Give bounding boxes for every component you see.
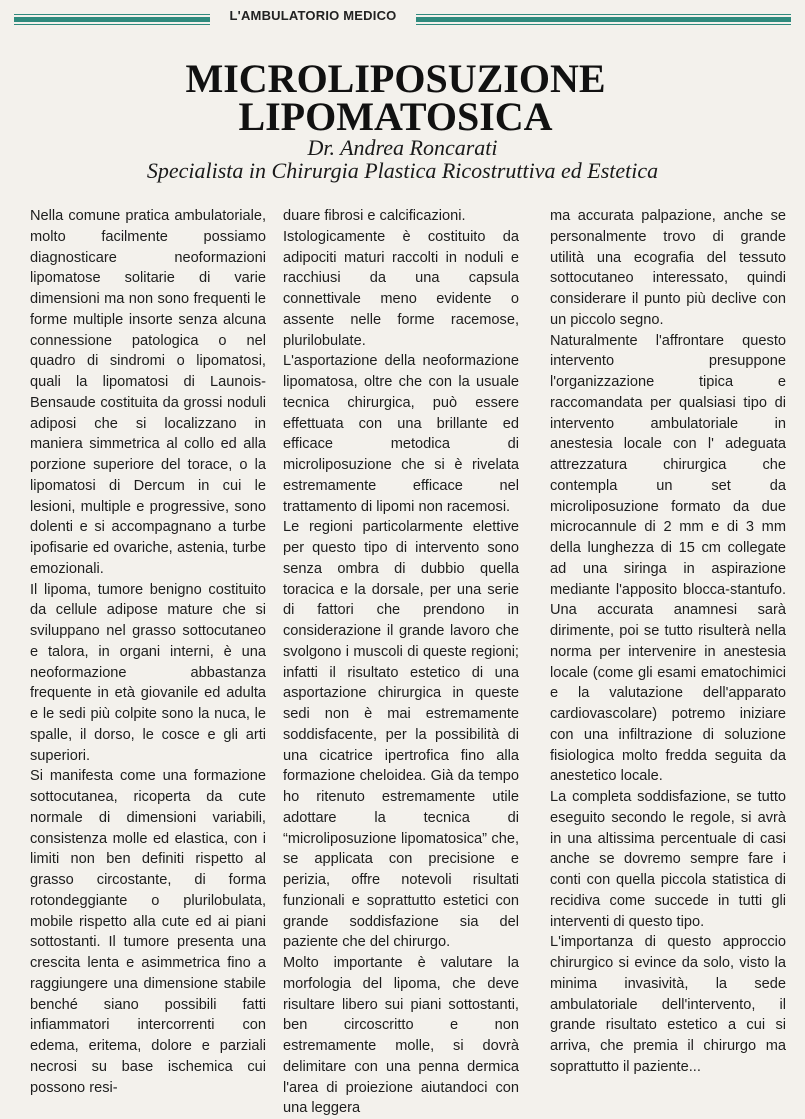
paragraph: duare fibrosi e calcificazioni.: [283, 208, 466, 224]
title-line-2: LIPOMATOSICA: [238, 94, 553, 139]
paragraph: L'asportazione della neoformazione lipomatosa, oltre che con la usuale tecnica chirurgica, può essere effettuata con una brillante ed efficace metodica di microliposuzione che si è rivelata estremamente efficace nel trattamento di lipomi non racemosi.: [283, 353, 519, 515]
text-column-1: [30, 206, 266, 1096]
paragraph: Si manifesta come una formazione sottocutanea, ricoperta da cute normale di dimensioni variabili, consistenza molle ed elastica, con i limiti non ben definiti rispetto al grasso circostante, di forma rotondeggiante o plurilobulata, mobile rispetto alla cute ed ai piani sottostanti. Il tumore presenta una crescita lenta e asimmetrica fino a raggiungere una dimensione stabile benché siano possibili fatti infiammatori intercorrenti con edema, eritema, dolore e parziali necrosi su base ischemica cui possono resi-: [30, 768, 266, 1096]
article-author: Dr. Andrea Roncarati: [307, 135, 498, 160]
header-rule-right: [416, 17, 791, 22]
paragraph: La completa soddisfazione, se tutto eseguito secondo le regole, si avrà in una altissima percentuale di casi anche se dovremo sempre fare i conti con quella piccola statistica di recidiva come succede in tutti gli interventi di questo tipo.: [550, 789, 786, 930]
paragraph: Istologicamente è costituito da adipociti maturi raccolti in noduli e racchiusi da una capsula connettivale meno evidente o assente nelle forme racemose, plurilobulate.: [283, 228, 519, 349]
paragraph: Naturalmente l'affrontare questo intervento presuppone l'organizzazione tipica e raccomandata per qualsiasi tipo di intervento ambulatoriale in anestesia locale con l' adeguata attrezzatura chirurgica che contempla un set da microliposuzione formato da due microcannule di 2 mm e di 3 mm della lunghezza di 15 cm collegate ad una siringa in aspirazione mediante l'apposito blocca-stantufo. Una accurata anamnesi sarà dirimente, poi se tutto risulterà nella norma per intervenire in anestesia locale (come gli esami ematochimici e la valutazione dell'apparato cardiovascolare) potremo iniziare con una infiltrazione di soluzione fisiologica molto fredda seguita da anestetico locale.: [550, 332, 786, 785]
article-title: [0, 56, 791, 139]
paragraph: L'importanza di questo approccio chirurgico si evince da solo, visto la minima invasività, la sede ambulatoriale dell'intervento, il grande risultato estetico a cui si arriva, che premia il chirurgo ma soprattutto il paziente...: [550, 934, 786, 1075]
paragraph: Il lipoma, tumore benigno costituito da cellule adipose mature che si sviluppano nel grasso sottocutaneo e talora, in organi interni, è una neoformazione abbastanza frequente in età giovanile ed adulta e le sedi più colpite sono la nuca, le spalle, il dorso, le cosce e gli arti superiori.: [30, 581, 266, 764]
section-header: [14, 7, 791, 29]
text-column-2: [283, 206, 519, 1117]
title-line-1: MICROLIPOSUZIONE: [185, 56, 606, 101]
author-specialty: Specialista in Chirurgia Plastica Ricostruttiva ed Estetica: [146, 158, 659, 183]
section-label: L'AMBULATORIO MEDICO: [229, 8, 397, 23]
paragraph: Nella comune pratica ambulatoriale, molto facilmente possiamo diagnosticare neoformazioni lipomatose solitarie di varie dimensioni ma non sono frequenti le forme multiple insorte senza alcuna connessione patologica o nel quadro di sindromi o lipomatosi, quali la lipomatosi di Launois-Bensaude costituita da grossi noduli adiposi che si localizzano in maniera simmetrica al collo ed alla porzione superiore del torace, o la lipomatosi di Dercum in cui le lesioni, multiple e progressive, sono dolenti e si accompagnano a turbe ipofisarie ed ovariche, astenia, turbe emozionali.: [30, 208, 266, 577]
paragraph: ma accurata palpazione, anche se personalmente trovo di grande utilità una ecografia del tessuto sottocutaneo interessato, quindi considerare il punto più declive con un piccolo segno.: [550, 208, 786, 328]
paragraph: Molto importante è valutare la morfologia del lipoma, che deve risultare libero sui piani sottostanti, ben circoscritto e non estremamente molle, si dovrà delimitare con una penna dermica l'area di proiezione aiutandoci con una leggera: [283, 955, 519, 1117]
paragraph: Le regioni particolarmente elettive per questo tipo di intervento sono senza ombra di dubbio quella toracica e la dorsale, per una serie di fattori che prendono in considerazione il grande lavoro che svolgono i muscoli di queste regioni; infatti il risultato estetico di una asportazione chirurgica in queste sedi non è mai estremamente soddisfacente, per la possibilità di una cicatrice ipertrofica fino alla formazione cheloidea. Già da tempo ho ritenuto estremamente utile adottare la tecnica di “microliposuzione lipomatosica” che, se applicata con precisione e perizia, offre notevoli risultati funzionali e soprattutto estetici con grande soddisfazione sia del paziente che del chirurgo.: [283, 519, 519, 951]
article-body: [30, 206, 786, 1117]
header-rule-left: [14, 17, 210, 22]
text-column-3: [550, 206, 786, 1075]
